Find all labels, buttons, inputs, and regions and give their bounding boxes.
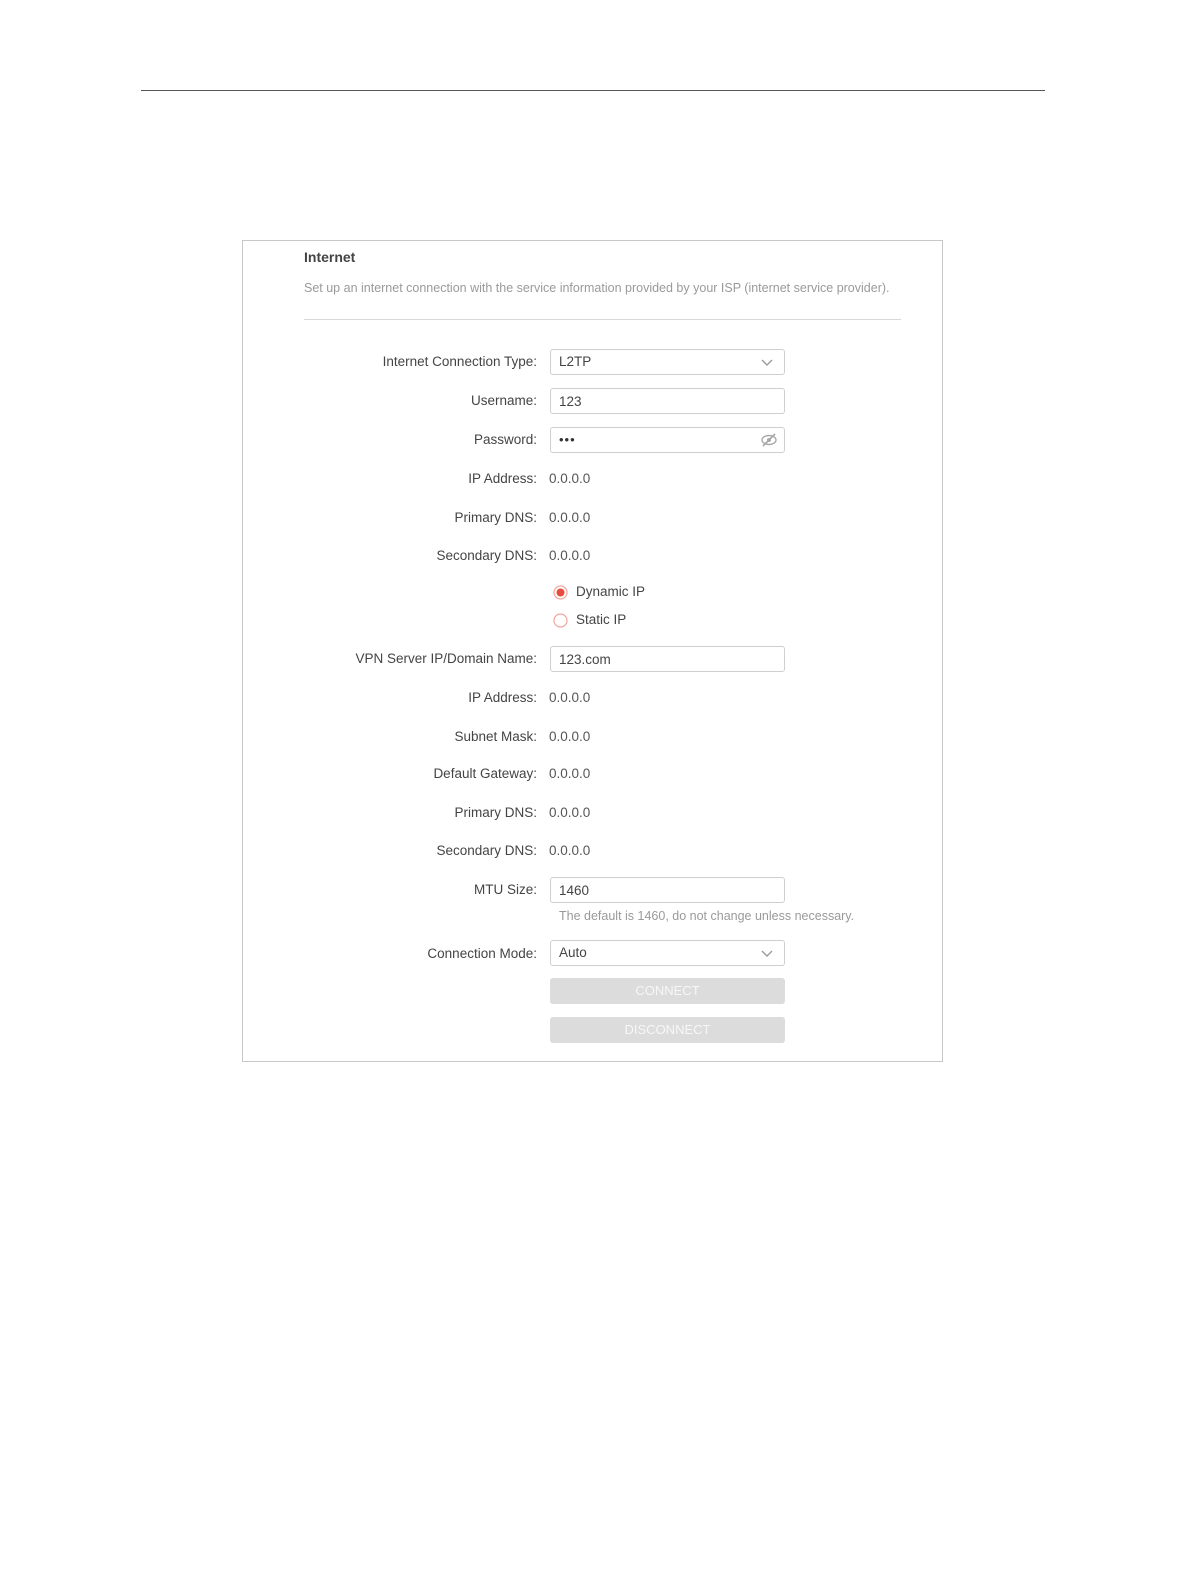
internet-settings-panel (242, 240, 943, 1062)
password-masked-value: ••• (559, 432, 576, 447)
primary-dns-value: 0.0.0.0 (549, 510, 591, 525)
subnet-mask-value: 0.0.0.0 (549, 729, 591, 744)
secondary-dns-label: Secondary DNS: (436, 548, 537, 563)
mtu-size-label: MTU Size: (473, 882, 537, 897)
disconnect-button[interactable]: DISCONNECT (550, 1017, 785, 1043)
username-input[interactable] (551, 389, 749, 413)
connection-type-select[interactable] (550, 349, 785, 375)
secondary-dns-value: 0.0.0.0 (549, 548, 591, 563)
vpn-primary-dns-label: Primary DNS: (454, 805, 537, 820)
subnet-mask-label: Subnet Mask: (454, 729, 537, 744)
vpn-primary-dns-value: 0.0.0.0 (549, 805, 591, 820)
default-gateway-label: Default Gateway: (433, 766, 537, 781)
chevron-down-icon (760, 946, 774, 960)
password-field[interactable] (550, 427, 785, 453)
vpn-secondary-dns-label: Secondary DNS: (436, 843, 537, 858)
radio-selected-icon (553, 585, 568, 600)
mtu-size-field (550, 877, 785, 903)
connection-type-label: Internet Connection Type: (382, 354, 537, 369)
connect-button[interactable]: CONNECT (550, 978, 785, 1004)
username-field (550, 388, 785, 414)
vpn-ip-address-label: IP Address: (468, 690, 537, 705)
default-gateway-value: 0.0.0.0 (549, 766, 591, 781)
ip-address-value: 0.0.0.0 (549, 471, 591, 486)
username-label: Username: (470, 393, 537, 408)
panel-title: Internet (304, 249, 356, 265)
connection-type-value: L2TP (559, 354, 592, 369)
radio-unselected-icon (553, 613, 568, 628)
eye-off-icon[interactable] (760, 432, 778, 448)
vpn-server-field (550, 646, 785, 672)
dynamic-ip-label: Dynamic IP (576, 584, 646, 599)
vpn-server-label: VPN Server IP/Domain Name: (355, 651, 537, 666)
page-header-rule (141, 90, 1045, 91)
vpn-server-input[interactable] (551, 647, 749, 671)
mtu-hint: The default is 1460, do not change unless necessary. (559, 909, 855, 923)
vpn-ip-address-value: 0.0.0.0 (549, 690, 591, 705)
ip-address-label: IP Address: (468, 471, 537, 486)
connection-mode-select[interactable] (550, 940, 785, 966)
static-ip-label: Static IP (576, 612, 627, 627)
chevron-down-icon (760, 355, 774, 369)
panel-description: Set up an internet connection with the service information provided by your ISP (internet service provider). (304, 281, 890, 295)
connection-mode-value: Auto (559, 945, 587, 960)
panel-divider (304, 319, 901, 320)
mtu-size-input[interactable] (551, 878, 749, 902)
vpn-secondary-dns-value: 0.0.0.0 (549, 843, 591, 858)
password-label: Password: (473, 432, 537, 447)
primary-dns-label: Primary DNS: (454, 510, 537, 525)
connection-mode-label: Connection Mode: (427, 946, 537, 961)
